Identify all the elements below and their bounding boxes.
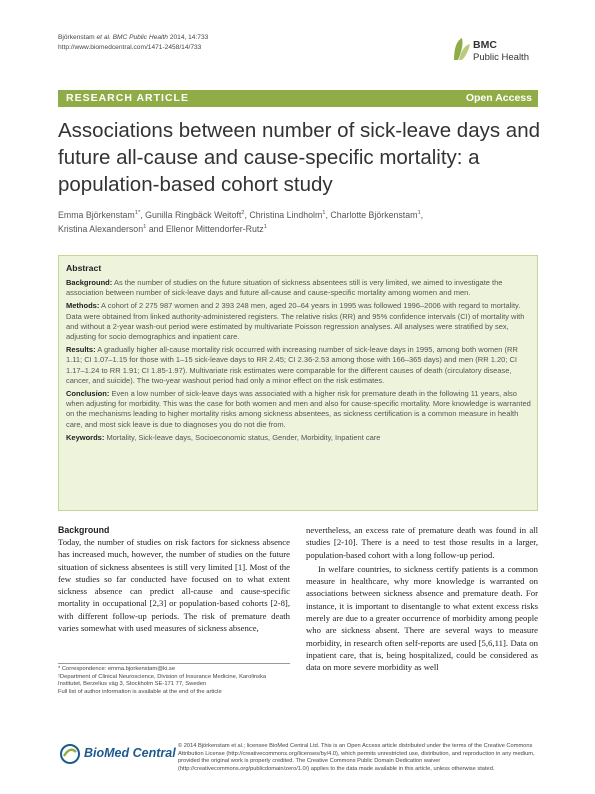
abstract-box xyxy=(58,255,538,511)
author[interactable]: Ellenor Mittendorfer-Rutz$^1$ xyxy=(165,224,267,234)
article-type-label: RESEARCH ARTICLE xyxy=(66,92,189,104)
header-citation xyxy=(58,33,208,52)
correspondence-note: * Correspondence: emma.bjorkenstam@ki.se xyxy=(58,666,176,672)
journal-logo xyxy=(452,32,542,72)
open-access-label: Open Access xyxy=(465,92,532,104)
journal-logo-bmc: BMC xyxy=(473,39,497,51)
author[interactable]: Kristina Alexanderson$^1$ xyxy=(58,224,147,234)
abstract-heading: Abstract xyxy=(66,263,102,273)
body-paragraph: In welfare countries, to sickness certify patients is a common measure in healthcare, why more knowledge is warranted on associations between sickness absence and premature death. For instance, it is important to disentangle to what extent excess risks merely are due to a greater occurrence of morbidity among people who are sickness absent. There are several ways to measure morbidity, in research often self-reports are used [5,6,11]. Data on inpatient care, that is, being hospitalized, could be considered as data on more severe morbidity as well xyxy=(306,563,538,673)
author-list: Emma Björkenstam$^{1*}$, Gunilla Ringbäck Weitoft$^2$, Christina Lindholm$^1$, Charlotte Björkenstam$^1$, Kristina Alexanderson$^1$ and Ellenor Mittendorfer-Rutz$^1$ xyxy=(58,210,424,234)
article-type-bar xyxy=(58,90,538,107)
section-heading-background: Background xyxy=(58,525,110,535)
abstract-results: Results: A gradually higher all-cause mortality risk occurred with increasing number of sick-leave days in 1995, among both women (RR 1.11; CI 1.07–1.15 for those with 1–15 sick-leave days to RR 2.45; CI 2.36-2.53 among those with 166–365 days) and men (RR 1.20; CI 1.17–1.24 to RR 1.91; CI 1.85-1.97). Multivariate risk estimates were comparable for the different causes of death (circulatory disease, cancer, and suicide). The two-year washout period had only a minor effect on the risk estimates. xyxy=(66,345,518,385)
affiliation-note: ¹Department of Clinical Neuroscience, Division of Insurance Medicine, Karolinska Institutet, Berzelius väg 3, Stockholm SE-171 77, Sweden xyxy=(58,673,267,688)
body-column-left xyxy=(58,524,290,634)
citation-journal: et al. BMC Public Health xyxy=(96,34,168,41)
author[interactable]: Charlotte Björkenstam$^1$ xyxy=(330,210,421,220)
publisher-logo-text: BioMed Central xyxy=(84,746,176,760)
author-info-note: Full list of author information is available at the end of the article xyxy=(58,688,222,695)
body-paragraph: nevertheless, an excess rate of premature death was found in all studies [2-10]. There is a need to test those results in a larger, population-based cohort with a long follow-up period. xyxy=(306,525,538,560)
article-url[interactable]: http://www.biomedcentral.com/1471-2458/14/733 xyxy=(58,43,202,51)
author[interactable]: Gunilla Ringbäck Weitoft$^2$ xyxy=(145,210,245,220)
body-column-right xyxy=(306,524,538,674)
publisher-logo xyxy=(58,743,178,765)
author[interactable]: Emma Björkenstam$^{1*}$ xyxy=(58,210,141,220)
footnotes xyxy=(58,663,290,696)
citation-authors: Björkenstam xyxy=(58,34,95,41)
abstract-methods: Methods: A cohort of 2 275 987 women and 2 393 248 men, aged 20–64 years in 1995 was followed 1996–2006 with regard to mortality. Data were obtained from linked authority-administered registers. The relative risks (RR) and 95% confidence intervals (CI) of mortality with and without a 2-year wash-out period were estimated by multivariate Poisson regression analyses. All analyses were stratified by sex, adjusting for socio demographics and inpatient care. xyxy=(66,301,525,342)
journal-logo-name: Public Health xyxy=(473,52,529,63)
abstract-background: Background: As the number of studies on the future situation of sickness absentees still is very limited, we aimed to investigate the association between number of sick-leave days and future all-cause and cause-specific mortality among women and men. xyxy=(66,278,503,298)
abstract-keywords: Keywords: Mortality, Sick-leave days, Socioeconomic status, Gender, Morbidity, Inpatient care xyxy=(66,432,381,442)
citation-line xyxy=(58,33,208,43)
citation-year-volume: 2014, 14:733 xyxy=(169,34,209,41)
article-title: Associations between number of sick-leave days and future all-cause and cause-specific mortality: a population-based cohort study xyxy=(58,119,541,196)
author[interactable]: Christina Lindholm$^1$ xyxy=(249,210,326,220)
journal-logo-icon xyxy=(452,36,472,62)
body-paragraph: Today, the number of studies on risk factors for sickness absence has increased much, however, the number of studies on the future situation of sickness absentees is still very limited [1]. Most of the few studies so far conducted have focused on to what extent sickness absence can predict all-cause and cause-specific mortality in occupational [2,3] or population-based cohorts [2-8], with different follow-up periods. The risk of premature death varies somewhat with used measures of sickness absence, xyxy=(58,537,290,634)
license-text: © 2014 Björkenstam et al.; licensee BioMed Central Ltd. This is an Open Access article distributed under the terms of the Creative Commons Attribution License (http://creativecommons.org/licenses/by/4.0), which permits unrestricted use, distribution, and reproduction in any medium, provided the original work is properly credited. The Creative Commons Public Domain Dedication waiver (http://creativecommons.org/publicdomain/zero/1.0/) applies to the data made available in this article, unless otherwise stated. xyxy=(178,743,535,772)
publisher-logo-icon xyxy=(58,744,82,764)
abstract-conclusion: Conclusion: Even a low number of sick-leave days was associated with a higher risk for premature death in the following 11 years, also when adjusting for morbidity. This was the case for both women and men and also for cause-specific mortality. More knowledge is warranted on the mechanisms leading to higher mortality risks among sickness absentees, as sickness certification is a common measure in health care, and most sick leave is due to diagnoses you do not die from. xyxy=(66,389,531,429)
